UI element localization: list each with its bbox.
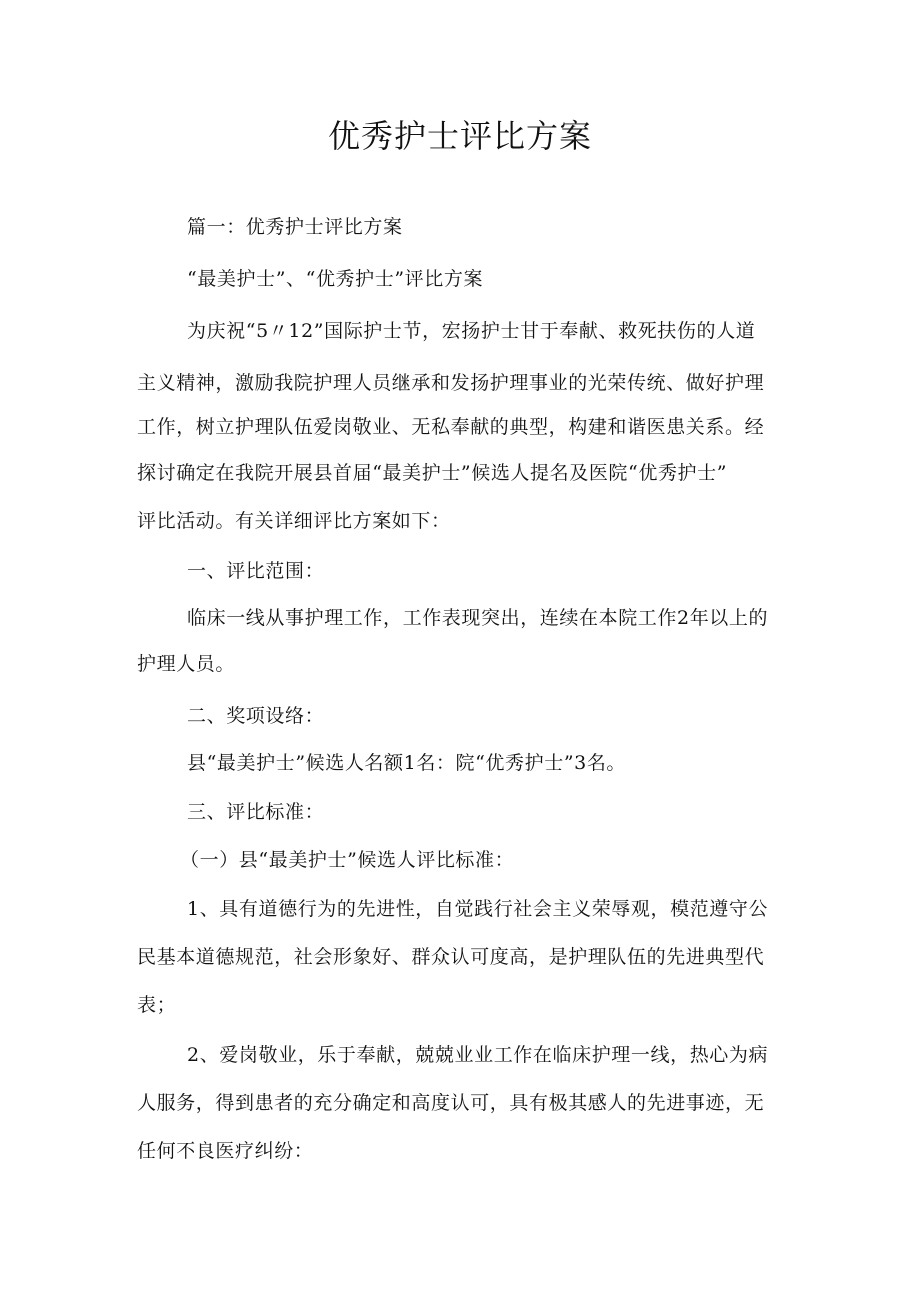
subsection-heading: （一）县“最美护士”候选人评比标准：	[180, 849, 515, 871]
paragraph-line: 探讨确定在我院开展县首届“最美护士”候选人提名及医院“优秀护士”	[137, 462, 728, 484]
document-title: 优秀护士评比方案	[327, 117, 592, 155]
paragraph-line: 2、爱岗敬业，乐于奉献，兢兢业业工作在临床护理一线，热心为病	[187, 1044, 769, 1066]
section-heading: 篇一：优秀护士评比方案	[187, 216, 403, 238]
subtitle-line: “最美护士”、“优秀护士”评比方案	[187, 268, 484, 290]
paragraph-line: 人服务，得到患者的充分确定和高度认可，具有极其感人的先进事迹，无	[137, 1092, 765, 1114]
paragraph-line: 县“最美护士”候选人名额1名：院“优秀护士”3名。	[187, 752, 627, 774]
section-heading: 一、评比范围：	[187, 560, 325, 582]
paragraph-line: 评比活动。有关详细评比方案如下：	[137, 510, 451, 532]
paragraph-line: 护理人员。	[137, 653, 236, 675]
section-heading: 二、奖项设络：	[187, 705, 325, 727]
paragraph-line: 民基本道德规范，社会形象好、群众认可度高，是护理队伍的先进典型代	[137, 946, 765, 968]
paragraph-line: 主义精神，激励我院护理人员继承和发扬护理事业的光荣传统、做好护理	[137, 372, 765, 394]
paragraph-line: 为庆祝“5〃12”国际护士节，宏扬护士甘于奉献、救死扶伤的人道	[187, 320, 756, 342]
paragraph-line: 任何不良医疗纠纷：	[137, 1140, 314, 1162]
paragraph-line: 工作，树立护理队伍爱岗敬业、无私奉献的典型，构建和谐医患关系。经	[137, 416, 765, 438]
paragraph-line: 表；	[137, 994, 177, 1016]
section-heading: 三、评比标准：	[187, 801, 325, 823]
paragraph-line: 1、具有道德行为的先进性，自觉践行社会主义荣辱观，模范遵守公	[187, 898, 769, 920]
paragraph-line: 临床一线从事护理工作，工作表现突出，连续在本院工作2年以上的	[187, 607, 769, 629]
